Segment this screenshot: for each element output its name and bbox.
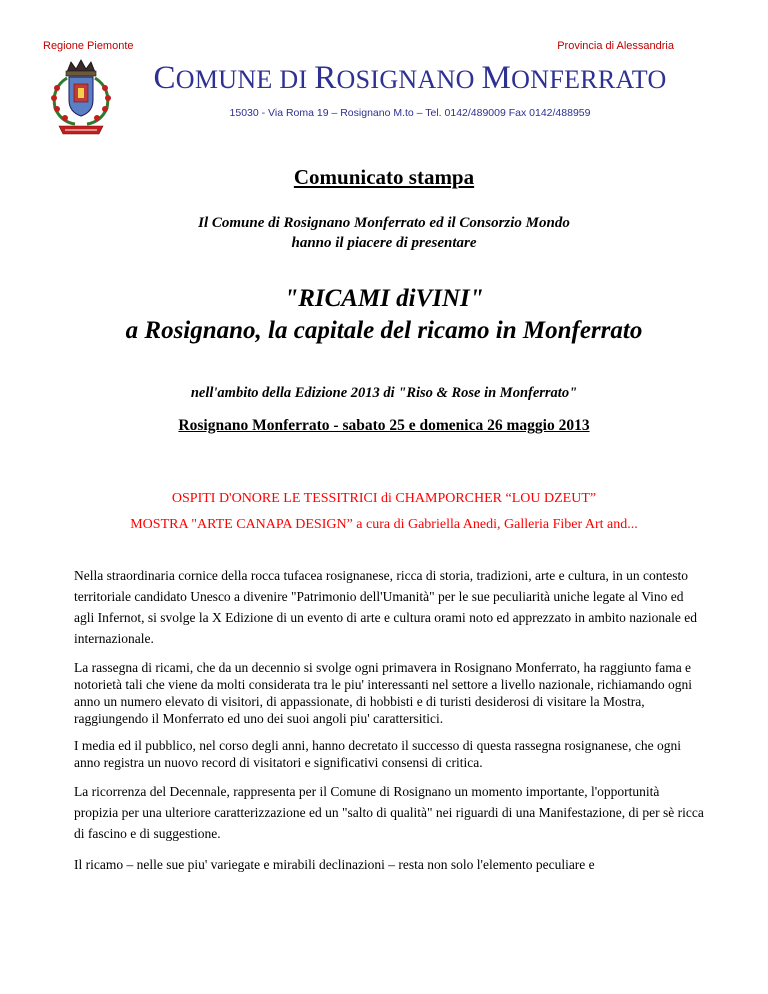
guests-announcement — [0, 486, 768, 538]
title-part: C — [153, 60, 176, 96]
body-paragraph: La ricorrenza del Decennale, rappresenta per il Comune di Rosignano un momento importante, l'opportunità propizia per una ulteriore caratterizzazione ed un "salto di qualità" nei riguardi di una Manifestazione, di per sè ricca di fascino e di suggestione. — [74, 784, 704, 841]
title-part: M — [481, 60, 512, 96]
body-paragraph: La rassegna di ricami, che da un decennio si svolge ogni primavera in Rosignano Monferrato, ha raggiunto fama e notorietà tali che viene da molti considerata tra le piu' interessanti nel settore a livello nazionale, richiamando ogni anno un numero elevato di visitori, di appassionate, di hobbisti e di turisti desiderosi di visitare la Mostra, raggiungendo il Monferrato ed uno dei suoi angoli piu' carattersitici. — [74, 660, 692, 726]
province-label: Provincia di Alessandria — [557, 40, 674, 52]
title-part: R — [314, 60, 337, 96]
title-part: OMUNE DI — [175, 65, 315, 94]
municipal-coat-of-arms-icon — [45, 58, 117, 144]
press-release-title: Comunicato stampa — [293, 165, 475, 189]
guests-line: MOSTRA "ARTE CANAPA DESIGN” a cura di Gabriella Anedi, Galleria Fiber Art and... — [130, 517, 638, 532]
body-paragraph: Nella straordinaria cornice della rocca tufacea rosignanese, ricca di storia, tradizioni, arte e cultura, in un contesto territoriale candidato Unesco a divenire "Patrimonio dell'Umanità" per le sue peculiarità uniche legate al Vino ed agli Infernot, si svolge la X Edizione di un evento di arte e cultura orami noto ed apprezzato in ambito nazionale ed internazionale. — [74, 568, 698, 646]
event-context: nell'ambito della Edizione 2013 di "Riso & Rose in Monferrato" — [190, 385, 578, 401]
intro-line: Il Comune di Rosignano Monferrato ed il Consorzio Mondo — [198, 215, 570, 231]
title-part: OSIGNANO — [336, 65, 482, 94]
event-subtitle: a Rosignano, la capitale del ricamo in Monferrato — [125, 317, 643, 344]
intro-text — [0, 213, 768, 253]
intro-line: hanno il piacere di presentare — [291, 235, 477, 251]
region-label: Regione Piemonte — [43, 40, 134, 52]
body-paragraph: I media ed il pubblico, nel corso degli anni, hanno decretato il successo di questa rassegna rosignanese, che ogni anno registra un nuovo record di visitatori e significativi consensi di critica. — [74, 738, 681, 770]
municipality-address: 15030 - Via Roma 19 – Rosignano M.to – Tel. 0142/489009 Fax 0142/488959 — [229, 107, 591, 119]
event-date-line: Rosignano Monferrato - sabato 25 e domenica 26 maggio 2013 — [178, 417, 590, 434]
event-heading — [0, 283, 768, 347]
municipality-title — [130, 60, 690, 97]
event-title: "RICAMI diVINI" — [284, 285, 484, 312]
body-text — [74, 565, 704, 885]
guests-line: OSPITI D'ONORE LE TESSITRICI di CHAMPORCHER “LOU DZEUT” — [171, 491, 597, 506]
title-part: ONFERRATO — [511, 65, 667, 94]
body-paragraph: Il ricamo – nelle sue piu' variegate e mirabili declinazioni – resta non solo l'elemento peculiare e — [74, 857, 595, 872]
